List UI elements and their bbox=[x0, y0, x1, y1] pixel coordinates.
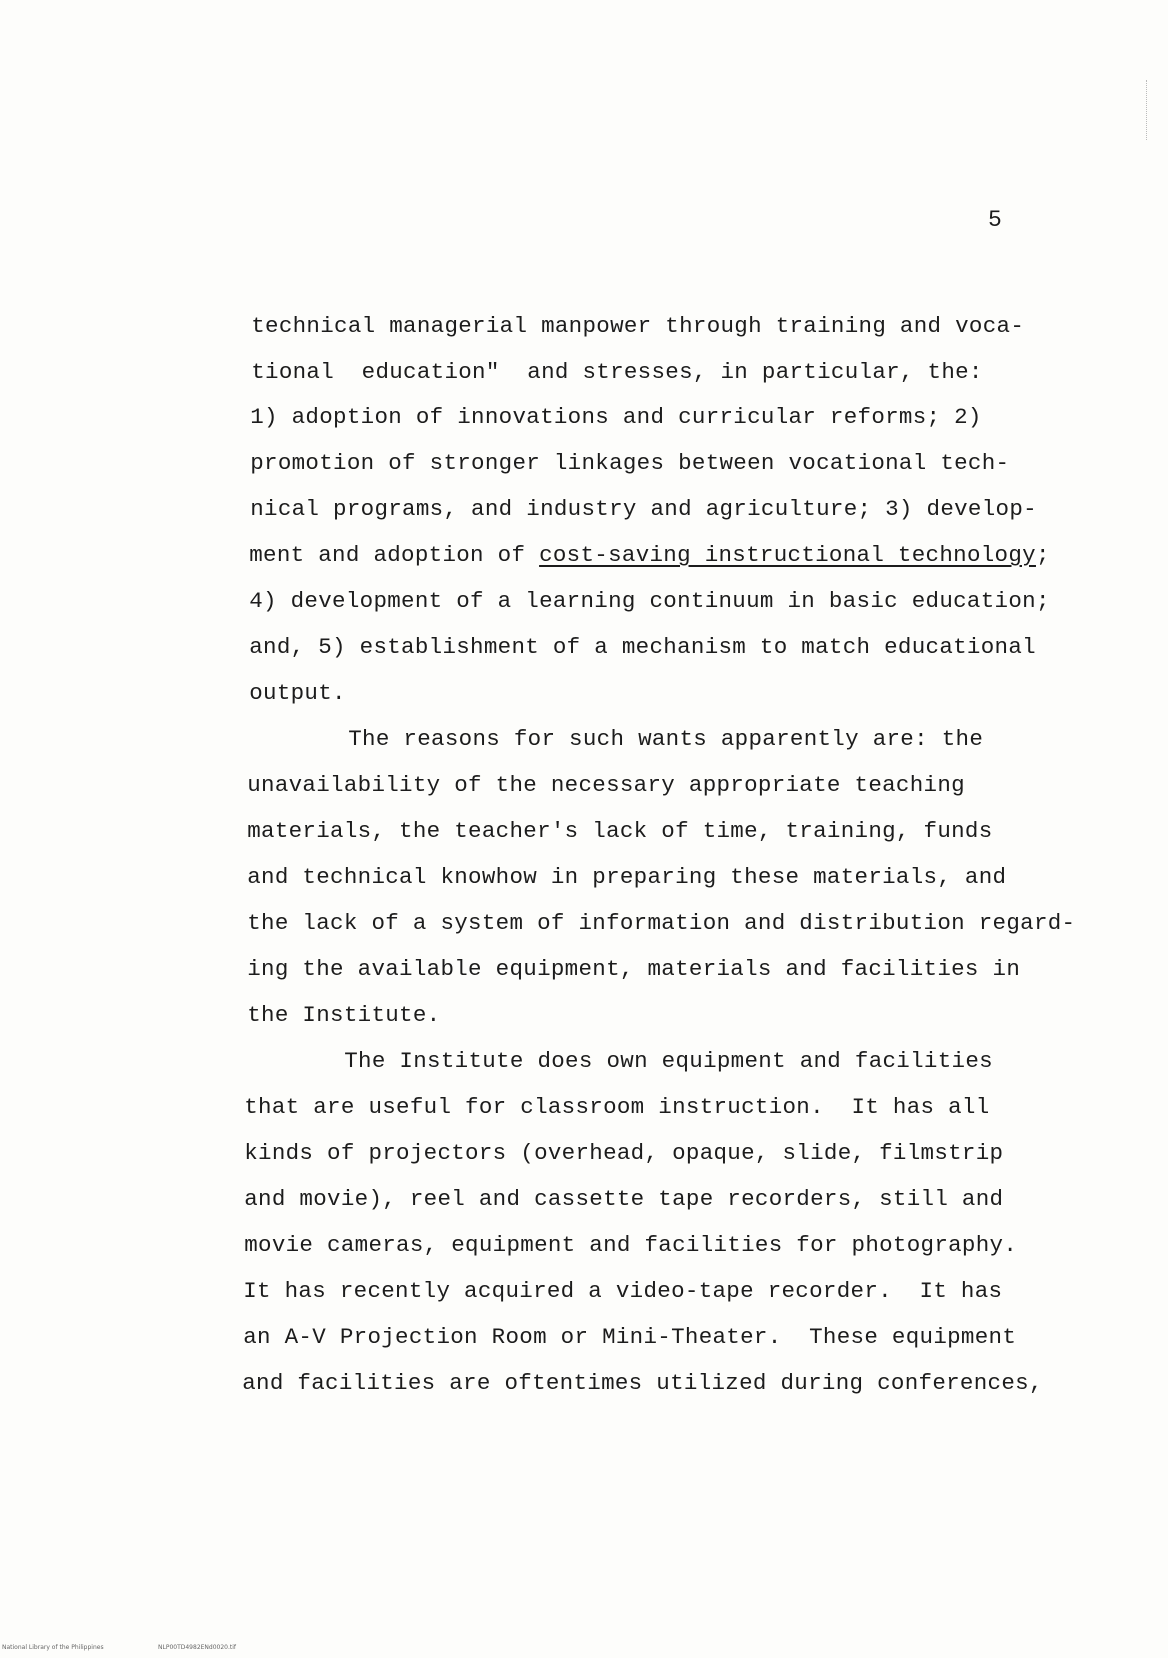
text-run: an A-V Projection Room or Mini-Theater. These equipment bbox=[243, 1324, 1017, 1350]
text-run: kinds of projectors (overhead, opaque, slide, filmstrip bbox=[244, 1140, 1004, 1166]
footer-source: National Library of the Philippines bbox=[2, 1644, 104, 1651]
text-run: and technical knowhow in preparing these materials, and bbox=[247, 864, 1007, 890]
text-run: the Institute. bbox=[247, 1002, 441, 1028]
text-run: 4) development of a learning continuum in basic education; bbox=[249, 588, 1050, 614]
text-run: 1) adoption of innovations and curricular reforms; 2) bbox=[250, 404, 982, 430]
text-run: and movie), reel and cassette tape recorders, still and bbox=[244, 1186, 1004, 1212]
text-run: that are useful for classroom instruction. It has all bbox=[244, 1094, 990, 1120]
scan-margin-mark bbox=[1146, 80, 1148, 140]
text-line bbox=[187, 1341, 1043, 1425]
text-run: The reasons for such wants apparently are: the bbox=[348, 726, 984, 752]
text-run: movie cameras, equipment and facilities for photography. bbox=[244, 1232, 1018, 1258]
text-run: and facilities are oftentimes utilized during conferences, bbox=[242, 1370, 1043, 1396]
text-run: ing the available equipment, materials and facilities in bbox=[247, 956, 1021, 982]
text-run: technical managerial manpower through training and voca- bbox=[251, 313, 1025, 339]
text-run: output. bbox=[249, 680, 346, 706]
text-run: the lack of a system of information and distribution regard- bbox=[247, 910, 1076, 936]
text-run: ment and adoption of bbox=[249, 542, 540, 568]
text-run: materials, the teacher's lack of time, training, funds bbox=[247, 818, 993, 844]
underlined-phrase: cost-saving instructional technology bbox=[539, 542, 1036, 568]
text-run: unavailability of the necessary appropriate teaching bbox=[247, 772, 965, 798]
text-run: ; bbox=[1035, 542, 1050, 568]
text-run: promotion of stronger linkages between vocational tech- bbox=[250, 450, 1010, 476]
text-run: tional education" and stresses, in particular, the: bbox=[251, 359, 983, 385]
page-number: 5 bbox=[988, 207, 1002, 233]
footer-filename: NLP00TD4982ENd0020.tif bbox=[158, 1644, 237, 1651]
text-run: The Institute does own equipment and facilities bbox=[344, 1048, 993, 1074]
text-run: nical programs, and industry and agriculture; 3) develop- bbox=[250, 496, 1037, 522]
text-run: It has recently acquired a video-tape recorder. It has bbox=[243, 1278, 1003, 1304]
text-run: and, 5) establishment of a mechanism to match educational bbox=[249, 634, 1036, 660]
